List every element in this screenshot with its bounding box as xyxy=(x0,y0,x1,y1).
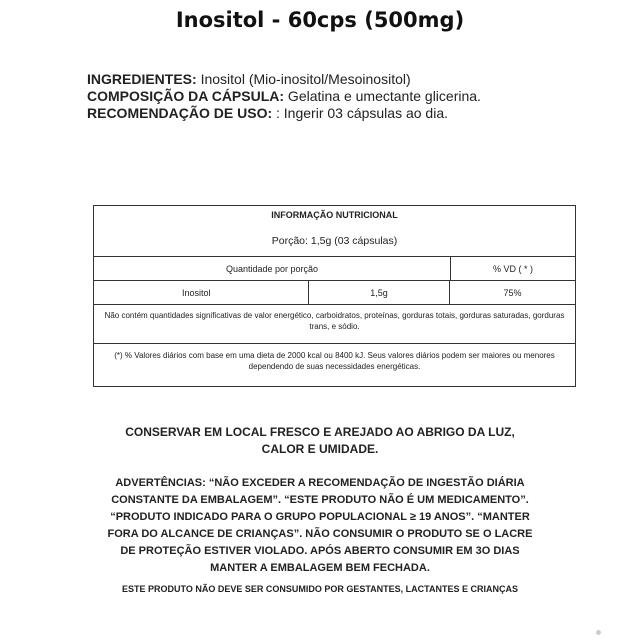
ingredients-value: Inositol (Mio-inositol/Mesoinositol) xyxy=(196,71,411,87)
vd-column-header: % VD ( * ) xyxy=(492,263,533,274)
nutrition-heading: INFORMAÇÃO NUTRICIONAL xyxy=(271,210,398,220)
ingredients-row xyxy=(87,71,481,88)
storage-line-2: CALOR E UMIDADE. xyxy=(261,442,379,456)
nutrition-footnote: (*) % Valores diários com base em uma dieta de 2000 kcal ou 8400 kJ. Seus valores diários podem ser maiores ou menores dependendo de suas necessidades energéticas. xyxy=(114,351,555,371)
warning-line-1: ADVERTÊNCIAS: “NÃO EXCEDER A RECOMENDAÇÃO DE INGESTÃO DIÁRIA xyxy=(115,477,525,489)
final-warning: ESTE PRODUTO NÃO DEVE SER CONSUMIDO POR GESTANTES, LACTANTES E CRIANÇAS xyxy=(121,584,519,594)
table-row xyxy=(94,281,575,305)
nutrient-amount: 1,5g xyxy=(309,281,450,304)
usage-recommendation-label: RECOMENDAÇÃO DE USO: xyxy=(87,105,273,121)
nutrient-vd: 75% xyxy=(503,287,522,298)
storage-instructions xyxy=(0,424,640,458)
warning-line-5: DE PROTEÇÃO ESTIVER VIOLADO. APÓS ABERTO CONSUMIR EM 3O DIAS xyxy=(120,545,520,557)
quantity-column-header: Quantidade por porção xyxy=(94,257,451,280)
capsule-composition-value: Gelatina e umectante glicerina. xyxy=(284,88,481,104)
nutrition-note: Não contém quantidades significativas de valor energético, carboidratos, proteínas, gorduras totais, gorduras saturadas, gorduras trans, e sódio. xyxy=(94,305,575,344)
capsule-composition-row xyxy=(87,88,481,105)
usage-recommendation-row xyxy=(87,105,481,122)
capsule-composition-label: COMPOSIÇÃO DA CÁPSULA: xyxy=(87,88,285,104)
warning-line-4: FORA DO ALCANCE DE CRIANÇAS”. NÃO CONSUMIR O PRODUTO SE O LACRE xyxy=(107,528,533,540)
ingredients-label: INGREDIENTES: xyxy=(87,71,197,87)
product-info xyxy=(87,71,481,122)
nutrition-header-row xyxy=(94,257,575,281)
nutrition-portion: Porção: 1,5g (03 cápsulas) xyxy=(94,226,575,257)
storage-line-1: CONSERVAR EM LOCAL FRESCO E AREJADO AO ABRIGO DA LUZ, xyxy=(125,425,515,439)
page-title: Inositol - 60cps (500mg) xyxy=(175,8,465,32)
warning-line-3: “PRODUTO INDICADO PARA O GRUPO POPULACIONAL ≥ 19 ANOS”. “MANTER xyxy=(110,511,530,523)
usage-recommendation-value: : Ingerir 03 cápsulas ao dia. xyxy=(272,105,449,121)
warnings xyxy=(0,475,640,577)
warning-line-6: MANTER A EMBALAGEM BEM FECHADA. xyxy=(210,562,430,574)
nutrition-facts-table xyxy=(93,205,576,387)
warning-line-2: CONSTANTE DA EMBALAGEM”. “ESTE PRODUTO NÃO É UM MEDICAMENTO”. xyxy=(111,494,529,506)
nutrient-name: Inositol xyxy=(94,281,309,304)
decorative-dot xyxy=(596,630,601,635)
